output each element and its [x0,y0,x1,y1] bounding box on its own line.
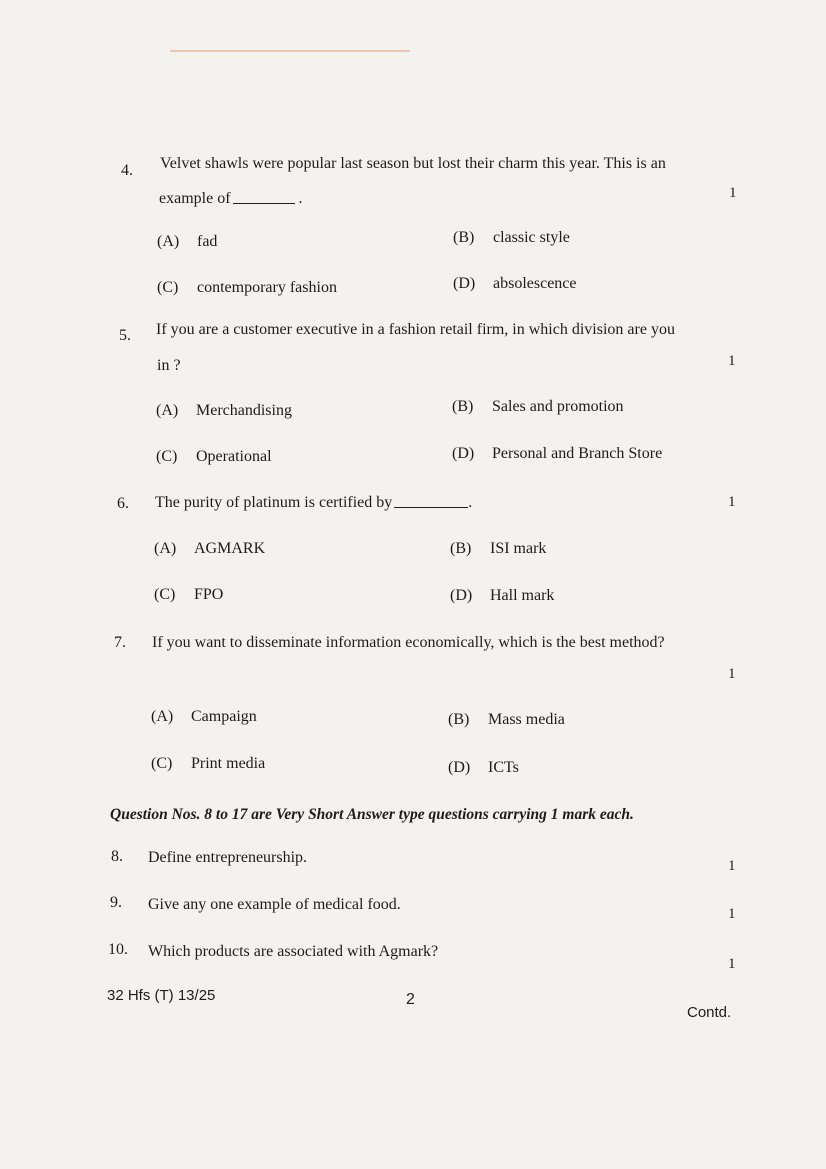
question-text: Give any one example of medical food. [148,896,401,913]
question-number: 4. [121,162,133,179]
option-a: (A) fad [157,233,218,250]
option-b: (B) Mass media [448,711,565,728]
option-c: (C) Print media [151,755,266,772]
option-b: (B) Sales and promotion [452,398,624,415]
marks: 1 [729,185,737,201]
question-text: Define entrepreneurship. [148,849,308,866]
option-d: (D) absolescence [453,275,577,292]
section-instruction: Question Nos. 8 to 17 are Very Short Answer type questions carrying 1 mark each. [110,806,634,823]
scan-mark [170,50,410,52]
question-text-line1: Velvet shawls were popular last season but lost their charm this year. This is an [160,155,666,172]
question-text-line1: If you want to disseminate information economically, which is the best method? [152,634,665,651]
option-d: (D) Hall mark [450,587,555,604]
continued-label: Contd. [687,1004,732,1021]
question-text-line1: The purity of platinum is certified by . [155,494,473,511]
question-number: 8. [111,848,123,865]
option-b: (B) classic style [453,229,570,246]
question-number: 5. [119,327,131,344]
option-a: (A) Campaign [151,708,257,725]
option-d: (D) Personal and Branch Store [452,445,663,462]
question-number: 7. [114,634,126,651]
option-c: (C) contemporary fashion [157,279,337,296]
option-c: (C) FPO [154,586,224,603]
marks: 1 [728,906,736,922]
question-text-line2: in ? [157,357,181,374]
option-b: (B) ISI mark [450,540,547,557]
paper-code: 32 Hfs (T) 13/25 [107,987,216,1004]
option-d: (D) ICTs [448,759,519,776]
marks: 1 [728,858,736,874]
option-c: (C) Operational [156,448,272,465]
question-number: 10. [108,941,128,958]
question-number: 6. [117,495,129,512]
answer-blank [233,203,295,204]
option-a: (A) Merchandising [156,402,292,419]
question-text-line2: example of . [159,190,303,207]
page-number: 2 [406,991,415,1008]
question-text-line1: If you are a customer executive in a fashion retail firm, in which division are you [156,321,675,338]
marks: 1 [728,494,736,510]
marks: 1 [728,666,736,682]
marks: 1 [728,353,736,369]
question-number: 9. [110,894,122,911]
answer-blank [394,507,468,508]
question-text: Which products are associated with Agmark? [148,943,439,960]
option-a: (A) AGMARK [154,540,266,557]
marks: 1 [728,956,736,972]
